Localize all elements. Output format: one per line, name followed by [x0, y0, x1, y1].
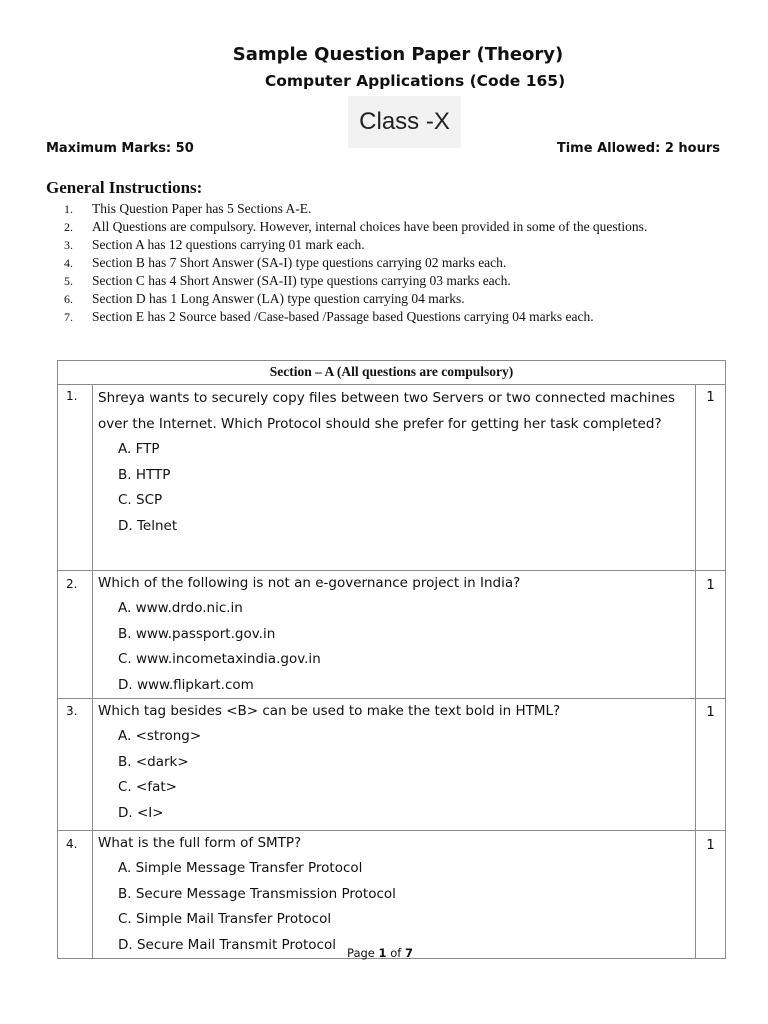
option-list: [93, 856, 695, 958]
section-header-row: [58, 361, 726, 385]
instruction-number: 4.: [64, 256, 73, 270]
page-footer: [0, 946, 760, 960]
option-item: B. www.passport.gov.in: [118, 625, 276, 642]
page-total: 7: [404, 946, 413, 960]
question-marks: 1: [696, 699, 726, 831]
option-item: A. Simple Message Transfer Protocol: [118, 860, 363, 876]
instruction-item: [64, 272, 647, 290]
instruction-item: [64, 218, 647, 236]
paper-subtitle: Computer Applications (Code 165): [264, 72, 566, 90]
page-current: 1: [378, 946, 387, 960]
option-item: C. <fat>: [118, 779, 177, 795]
option-list: [93, 437, 695, 539]
question-text-line: over the Internet. Which Protocol should she prefer for getting her task completed?: [98, 416, 662, 432]
question-number: 2.: [58, 571, 93, 699]
section-a-table: [57, 360, 726, 959]
instruction-number: 5.: [64, 274, 73, 288]
paper-title: Sample Question Paper (Theory): [232, 44, 564, 65]
instruction-text: Section A has 12 questions carrying 01 mark each.: [92, 237, 365, 252]
instruction-text: Section B has 7 Short Answer (SA-I) type questions carrying 02 marks each.: [92, 255, 507, 270]
question-text-line: Which of the following is not an e-governance project in India?: [98, 575, 521, 591]
instruction-text: Section D has 1 Long Answer (LA) type question carrying 04 marks.: [92, 291, 465, 306]
question-row: [58, 571, 726, 699]
question-row: [58, 831, 726, 959]
instruction-number: 3.: [64, 238, 73, 252]
option-item: B. <dark>: [118, 753, 189, 770]
question-number: 3.: [58, 699, 93, 831]
question-body: [93, 699, 696, 831]
option-item: C. Simple Mail Transfer Protocol: [118, 911, 332, 927]
instruction-text: Section C has 4 Short Answer (SA-II) type questions carrying 03 marks each.: [92, 273, 511, 288]
question-body: [93, 831, 696, 959]
option-item: D. www.flipkart.com: [118, 676, 254, 693]
question-marks: 1: [696, 385, 726, 571]
page-of: of: [390, 946, 402, 960]
question-body: [93, 385, 696, 571]
section-a-heading: Section – A (All questions are compulsory): [58, 361, 726, 385]
option-item: A. <strong>: [118, 728, 202, 744]
page-label: Page: [347, 946, 375, 960]
instruction-item: [64, 200, 647, 218]
option-item: D. <I>: [118, 804, 164, 821]
option-item: B. Secure Message Transmission Protocol: [118, 885, 396, 902]
question-marks: 1: [696, 571, 726, 699]
maximum-marks: Maximum Marks: 50: [46, 141, 194, 156]
option-item: A. www.drdo.nic.in: [118, 600, 243, 616]
instruction-number: 7.: [64, 310, 73, 324]
option-list: [93, 724, 695, 826]
instruction-item: [64, 290, 647, 308]
instruction-number: 1.: [64, 202, 73, 216]
option-item: D. Secure Mail Transmit Protocol: [118, 936, 336, 953]
instruction-item: [64, 308, 647, 326]
question-text-line: Shreya wants to securely copy files between two Servers or two connected machines: [98, 390, 676, 406]
instruction-number: 6.: [64, 292, 73, 306]
question-text-line: Which tag besides <B> can be used to make the text bold in HTML?: [98, 703, 561, 719]
general-instructions-heading: General Instructions:: [46, 178, 203, 197]
question-text-line: What is the full form of SMTP?: [98, 835, 302, 851]
question-number: 1.: [58, 385, 93, 571]
option-item: C. www.incometaxindia.gov.in: [118, 651, 321, 667]
time-allowed: Time Allowed: 2 hours: [556, 141, 720, 156]
question-body: [93, 571, 696, 699]
option-item: D. Telnet: [118, 517, 178, 534]
option-list: [93, 596, 695, 698]
instruction-text: All Questions are compulsory. However, internal choices have been provided in some of the questions.: [92, 219, 648, 234]
instruction-number: 2.: [64, 220, 73, 234]
instruction-item: [64, 236, 647, 254]
option-item: B. HTTP: [118, 466, 171, 483]
class-label: Class -X: [348, 96, 461, 148]
instruction-item: [64, 254, 647, 272]
instruction-text: Section E has 2 Source based /Case-based /Passage based Questions carrying 04 marks each.: [92, 309, 594, 324]
question-marks: 1: [696, 831, 726, 959]
question-row: [58, 699, 726, 831]
instruction-text: This Question Paper has 5 Sections A-E.: [92, 201, 312, 216]
question-number: 4.: [58, 831, 93, 959]
option-item: A. FTP: [118, 441, 160, 457]
question-row: [58, 385, 726, 571]
general-instructions-list: [64, 200, 647, 326]
option-item: C. SCP: [118, 492, 163, 508]
